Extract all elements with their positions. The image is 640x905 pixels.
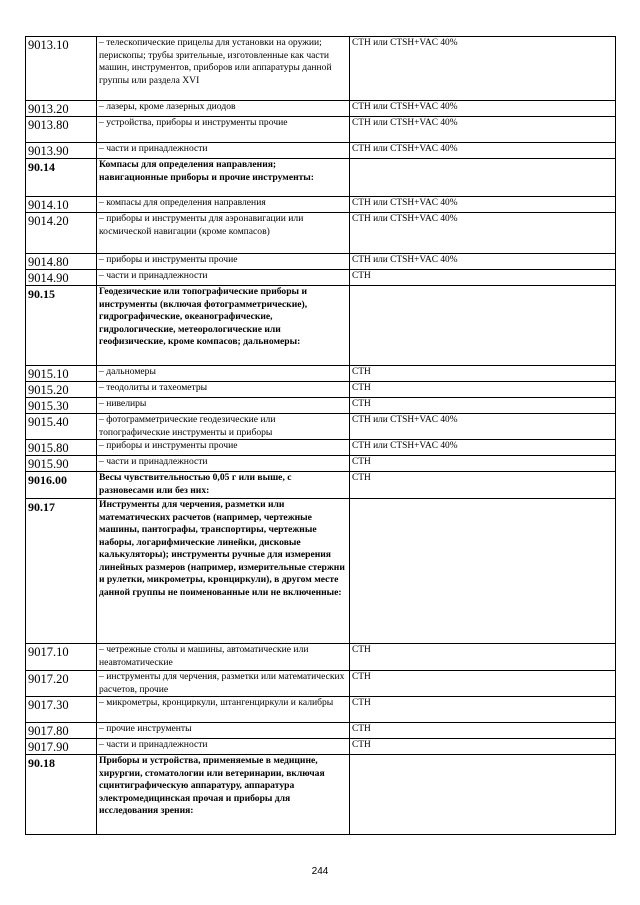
goods-description: Весы чувствительностью 0,05 г или выше, с разновесами или без них:	[97, 472, 350, 499]
table-row	[26, 472, 616, 499]
hs-code: 9016.00	[26, 472, 97, 499]
origin-rule: СТН	[350, 671, 616, 697]
goods-description: Приборы и устройства, применяемые в медицине, хирургии, стоматологии или ветеринарии, включая сцинтиграфическую аппаратуру, аппаратура электромедицинская прочая и приборы для исследования зрения:	[97, 755, 350, 835]
origin-rule: СТН или CTSH+VAC 40%	[350, 117, 616, 143]
hs-code: 9017.30	[26, 697, 97, 723]
goods-description: – прочие инструменты	[97, 723, 350, 739]
origin-rule: СТН или CTSH+VAC 40%	[350, 440, 616, 456]
table-row	[26, 671, 616, 697]
goods-description: – нивелиры	[97, 398, 350, 414]
hs-code: 9015.20	[26, 382, 97, 398]
table-row	[26, 755, 616, 835]
origin-rule: СТН или CTSH+VAC 40%	[350, 213, 616, 254]
table-row	[26, 213, 616, 254]
origin-rule: СТН или CTSH+VAC 40%	[350, 143, 616, 159]
hs-code: 9017.20	[26, 671, 97, 697]
table-row	[26, 254, 616, 270]
goods-description: Инструменты для черчения, разметки или математических расчетов (например, чертежные машины, пантографы, транспортиры, чертежные наборы, логарифмические линейки, дисковые калькуляторы); инструменты ручные для измерения линейных размеров (например, измерительные стержни и рулетки, микрометры, кронциркули), в другом месте данной группы не поименованные или не включенные:	[97, 499, 350, 644]
tariff-table-body	[26, 37, 616, 835]
hs-code: 9015.80	[26, 440, 97, 456]
hs-code: 9017.80	[26, 723, 97, 739]
table-row	[26, 159, 616, 197]
table-row	[26, 739, 616, 755]
goods-description: – телескопические прицелы для установки на оружии; перископы; трубы зрительные, изготовленные как части машин, инструментов, приборов или аппаратуры данной группы или раздела XVI	[97, 37, 350, 101]
goods-description: – дальномеры	[97, 366, 350, 382]
hs-code: 90.18	[26, 755, 97, 835]
hs-code: 9014.10	[26, 197, 97, 213]
table-row	[26, 37, 616, 101]
goods-description: – микрометры, кронциркули, штангенциркули и калибры	[97, 697, 350, 723]
origin-rule	[350, 159, 616, 197]
goods-description: – фотограмметрические геодезические или топографические инструменты и приборы	[97, 414, 350, 440]
origin-rule: СТН	[350, 398, 616, 414]
origin-rule: СТН	[350, 270, 616, 286]
origin-rule: СТН	[350, 472, 616, 499]
goods-description: – части и принадлежности	[97, 456, 350, 472]
goods-description: – четрежные столы и машины, автоматические или неавтоматические	[97, 644, 350, 671]
origin-rule: СТН или CTSH+VAC 40%	[350, 254, 616, 270]
table-row	[26, 499, 616, 644]
hs-code: 9013.20	[26, 101, 97, 117]
hs-code: 9015.30	[26, 398, 97, 414]
origin-rule: СТН или CTSH+VAC 40%	[350, 414, 616, 440]
hs-code: 9014.90	[26, 270, 97, 286]
goods-description: – компасы для определения направления	[97, 197, 350, 213]
origin-rule: СТН	[350, 739, 616, 755]
hs-code: 90.14	[26, 159, 97, 197]
origin-rule	[350, 286, 616, 366]
table-row	[26, 456, 616, 472]
origin-rule: СТН	[350, 697, 616, 723]
hs-code: 9013.80	[26, 117, 97, 143]
goods-description: – приборы и инструменты для аэронавигации или космической навигации (кроме компасов)	[97, 213, 350, 254]
table-row	[26, 398, 616, 414]
hs-code: 90.15	[26, 286, 97, 366]
goods-description: Геодезические или топографические приборы и инструменты (включая фотограмметрические), гидрографические, океанографические, гидрологические, метеорологические или геофизические, кроме компасов; дальномеры:	[97, 286, 350, 366]
goods-description: – теодолиты и тахеометры	[97, 382, 350, 398]
table-row	[26, 382, 616, 398]
table-row	[26, 697, 616, 723]
table-row	[26, 117, 616, 143]
goods-description: – лазеры, кроме лазерных диодов	[97, 101, 350, 117]
goods-description: – части и принадлежности	[97, 270, 350, 286]
table-row	[26, 414, 616, 440]
origin-rule: СТН	[350, 723, 616, 739]
hs-code: 9014.80	[26, 254, 97, 270]
origin-rule: СТН или CTSH+VAC 40%	[350, 37, 616, 101]
goods-description: – приборы и инструменты прочие	[97, 254, 350, 270]
page-number: 244	[311, 866, 329, 877]
table-row	[26, 286, 616, 366]
hs-code: 90.17	[26, 499, 97, 644]
origin-rule: СТН или CTSH+VAC 40%	[350, 197, 616, 213]
origin-rule: СТН	[350, 644, 616, 671]
table-row	[26, 101, 616, 117]
goods-description: – части и принадлежности	[97, 739, 350, 755]
table-row	[26, 270, 616, 286]
origin-rule	[350, 755, 616, 835]
table-row	[26, 143, 616, 159]
hs-code: 9013.10	[26, 37, 97, 101]
origin-rule: СТН	[350, 366, 616, 382]
table-row	[26, 366, 616, 382]
table-row	[26, 644, 616, 671]
table-row	[26, 197, 616, 213]
origin-rule	[350, 499, 616, 644]
document-page	[25, 36, 615, 835]
goods-description: – части и принадлежности	[97, 143, 350, 159]
goods-description: Компасы для определения направления; навигационные приборы и прочие инструменты:	[97, 159, 350, 197]
origin-rule: СТН	[350, 382, 616, 398]
goods-description: – инструменты для черчения, разметки или математических расчетов, прочие	[97, 671, 350, 697]
hs-code: 9013.90	[26, 143, 97, 159]
table-row	[26, 723, 616, 739]
goods-description: – устройства, приборы и инструменты прочие	[97, 117, 350, 143]
hs-code: 9017.10	[26, 644, 97, 671]
hs-code: 9015.40	[26, 414, 97, 440]
origin-rule: СТН	[350, 456, 616, 472]
table-row	[26, 440, 616, 456]
hs-code: 9015.10	[26, 366, 97, 382]
tariff-table	[25, 36, 616, 835]
hs-code: 9015.90	[26, 456, 97, 472]
goods-description: – приборы и инструменты прочие	[97, 440, 350, 456]
hs-code: 9017.90	[26, 739, 97, 755]
hs-code: 9014.20	[26, 213, 97, 254]
origin-rule: СТН или CTSH+VAC 40%	[350, 101, 616, 117]
